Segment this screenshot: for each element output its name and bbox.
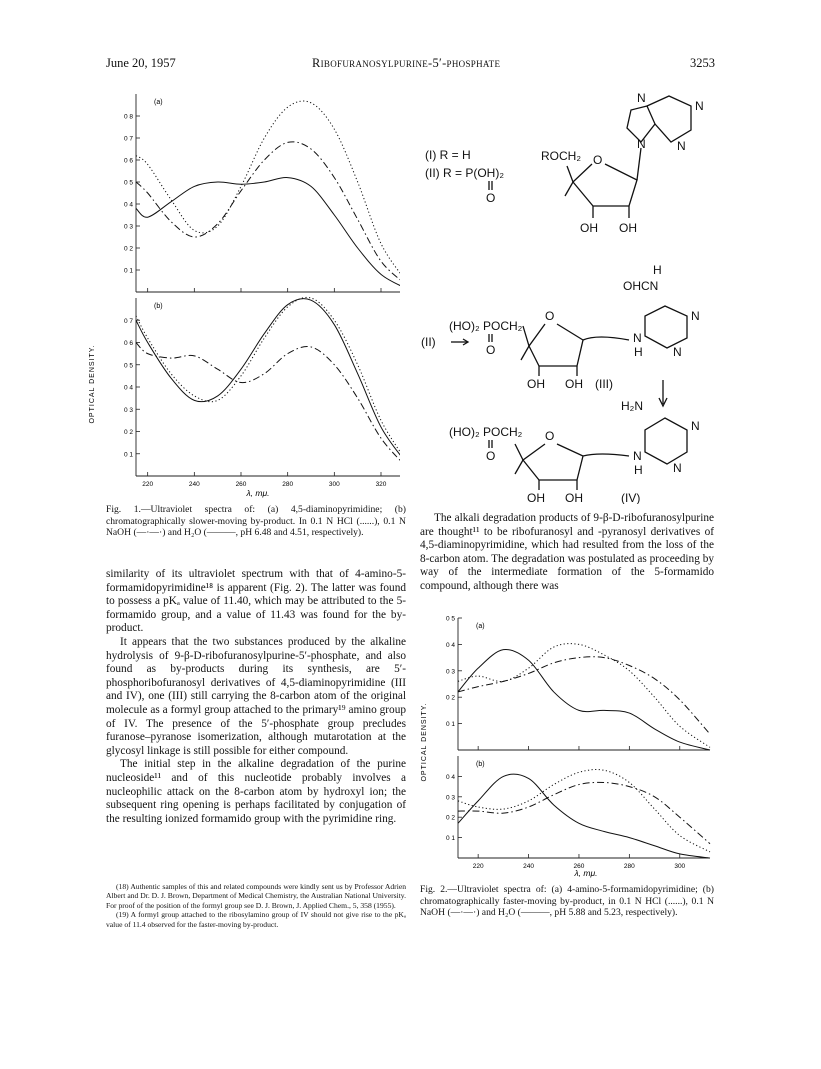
y-tick-label: 0 2 (445, 694, 455, 702)
fig2-caption: Fig. 2.—Ultraviolet spectra of: (a) 4-amino-5-formamidopyrimidine; (b) chromatographically faster-moving by-product, in 0.1 N HCl (......), 0.1 N NaOH (—·—·) and H₂O (———, pH 5.88 and 5.23, respectively). (420, 884, 714, 919)
x-tick-label: 320 (375, 481, 387, 488)
iv-o: O (486, 449, 496, 463)
y-tick-label: 0 3 (445, 668, 455, 676)
series-line-solid (458, 774, 710, 858)
iv-ho2poch2: (HO)₂ POCH₂ (449, 425, 523, 439)
y-tick-label: 0 1 (123, 451, 133, 459)
purine-N7: N (637, 91, 646, 105)
fig2-xlabel: λ, mμ. (574, 868, 598, 878)
left-paragraph-3: The initial step in the alkaline degradation of the purine nucleoside¹¹ and of this nucleotide probably involves a nucleophilic attack on the 8-carbon atom by hydroxyl ion; the subsequent ring opening is perhaps facilitated by conjugation of the resulting ionized formamido group with the pyrimidine ring. (106, 758, 406, 825)
fig1-caption: Fig. 1.—Ultraviolet spectra of: (a) 4,5-diaminopyrimidine; (b) chromatographically slower-moving by-product. In 0.1 N HCl (......), 0.1 N NaOH (—·—·) and H₂O (———, pH 6.48 and 4.51, respectively). (106, 504, 406, 539)
y-tick-label: 0 5 (445, 615, 455, 623)
x-tick-label: 280 (282, 481, 294, 488)
footnotes (106, 882, 406, 929)
ohcn: OHCN (623, 279, 659, 293)
y-tick-label: 0 2 (445, 814, 455, 822)
footnote-19: (19) A formyl group attached to the ribosylamino group of IV should not give rise to the pKₐ value of 11.4 observed for the faster-moving by-product. (106, 910, 406, 929)
iii-oh-1: OH (527, 377, 545, 391)
fig1-panel-b (124, 297, 400, 488)
x-tick-label: 220 (472, 863, 484, 870)
left-paragraph-2: It appears that the two substances produced by the alkaline hydrolysis of 9-β-D-ribofuranosylpurine-5′-phosphate, and also found as by-products during its synthesis, are 5′-phosphoribofuranosyl derivatives of 4,5-diaminopyrimidine (III and IV), one (III) still carrying the 8-carbon atom of the original molecule as a formyl group attached to the primary¹⁹ amino group of IV. The presence of the 5′-phosphate group precludes furanose–pyranose isomerization, although mutarotation at the glycosyl linkage is still possible for either compound. (106, 635, 406, 757)
oh-2prime-1: OH (580, 221, 598, 235)
roch2: ROCH₂ (541, 149, 581, 163)
x-tick-label: 300 (674, 863, 686, 870)
purine-N3: N (677, 139, 686, 153)
iv-oh-1: OH (527, 491, 545, 504)
ring-O-1: O (593, 153, 603, 167)
purine-N9: N (637, 137, 646, 151)
panel-label: (a) (154, 99, 163, 106)
x-tick-label: 220 (142, 481, 154, 488)
fig2-panel-b (446, 756, 710, 870)
structure-IV (449, 399, 700, 504)
y-tick-label: 0 7 (123, 135, 133, 143)
y-tick-label: 0 6 (123, 157, 133, 165)
iii-NH-h: H (634, 345, 643, 359)
y-tick-label: 0 5 (123, 179, 133, 187)
page-number: 3253 (690, 56, 715, 70)
x-tick-label: 260 (573, 863, 585, 870)
y-tick-label: 0 4 (123, 201, 133, 209)
y-tick-label: 0 2 (123, 429, 133, 436)
iii-o: O (486, 343, 496, 357)
right-paragraph: The alkali degradation products of 9-β-D-ribofuranosylpurine are thought¹¹ to be ribofuranosyl and -pyranosyl derivatives of 4,5-diaminopyrimidine, which had resulted from the loss of the 8-carbon atom. The degradation was postulated as proceeding by way of the intermediate formation of the 5-formamido compound, although there was (420, 512, 714, 592)
iii-pyr-N3: N (673, 345, 682, 359)
label-IV: (IV) (621, 491, 641, 504)
y-tick-label: 0 3 (445, 794, 455, 802)
iv-ring-O: O (545, 429, 555, 443)
fig1-panel-a (124, 94, 400, 292)
series-line-dash-dot (136, 343, 400, 465)
label-II-O: O (486, 191, 496, 205)
fig2-panel-a (446, 616, 710, 751)
fig1-xlabel: λ, mμ. (246, 488, 270, 498)
y-tick-label: 0 5 (123, 362, 133, 370)
left-paragraph-1: similarity of its ultraviolet spectrum with that of 4-amino-5-formamidopyrimidine¹⁸ is apparent (Fig. 2). The latter was found to possess a pKₐ value of 11.40, which may be attributed to the 5-formamido group, and a value of 11.43 was found for the by-product. (106, 568, 406, 635)
iii-ring-O: O (545, 309, 555, 323)
label-I: (I) R = H (425, 148, 471, 162)
label-III: (III) (595, 377, 613, 391)
label-II-arrow: (II) (421, 335, 436, 349)
fig2-ylabel: OPTICAL DENSITY. (421, 702, 428, 782)
y-tick-label: 0 3 (123, 406, 133, 414)
series-line-dash-dot (458, 657, 710, 734)
iv-oh-2: OH (565, 491, 583, 504)
structure-III (421, 263, 700, 406)
y-tick-label: 0 4 (445, 641, 455, 649)
y-tick-label: 0 4 (445, 773, 455, 781)
iii-pyr-N1: N (691, 309, 700, 323)
iv-NH-h: H (634, 463, 643, 477)
panel-label: (a) (476, 623, 485, 630)
iv-pyr-N3: N (673, 461, 682, 475)
iii-ho2poch2: (HO)₂ POCH₂ (449, 319, 523, 333)
iv-h2n: H₂N (621, 399, 643, 413)
x-tick-label: 280 (623, 863, 635, 870)
iv-pyr-N1: N (691, 419, 700, 433)
series-line-dots (458, 644, 710, 748)
chemical-structures (415, 84, 735, 504)
y-tick-label: 0 1 (445, 721, 455, 729)
y-tick-label: 0 8 (123, 113, 133, 121)
iv-N: N (633, 449, 642, 463)
oh-3prime-1: OH (619, 221, 637, 235)
x-tick-label: 240 (188, 481, 200, 488)
iii-oh-2: OH (565, 377, 583, 391)
iii-h: H (653, 263, 662, 277)
running-date: June 20, 1957 (106, 56, 176, 70)
series-line-dots (136, 297, 400, 458)
structure-I-II (425, 91, 704, 235)
panel-label: (b) (154, 303, 163, 310)
series-line-dash-dot (136, 142, 400, 283)
y-tick-label: 0 7 (123, 317, 133, 325)
y-tick-label: 0 6 (123, 340, 133, 347)
y-tick-label: 0 4 (123, 384, 133, 392)
fig1-ylabel: OPTICAL DENSITY. (89, 344, 96, 424)
x-tick-label: 240 (523, 863, 534, 870)
series-line-solid (458, 649, 710, 750)
running-title: Ribofuranosylpurine-5′-phosphate (312, 56, 501, 70)
figure-2 (410, 612, 720, 884)
y-tick-label: 0 3 (123, 223, 133, 231)
y-tick-label: 0 1 (123, 267, 133, 275)
series-line-solid (136, 299, 400, 461)
series-line-dash-dot (458, 782, 710, 843)
x-tick-label: 300 (328, 481, 340, 488)
label-II: (II) R = P(OH)₂ (425, 166, 504, 180)
figure-1 (80, 84, 400, 504)
y-tick-label: 0 1 (445, 835, 455, 843)
footnote-18: (18) Authentic samples of this and related compounds were kindly sent us by Professor Adrien Albert and Dr. D. J. Brown, Department of Medical Chemistry, the Australian National University. For proof of the position of the formyl group see D. J. Brown, J. Applied Chem., 5, 358 (1955). (106, 882, 406, 910)
x-tick-label: 260 (235, 481, 247, 488)
left-body (106, 568, 406, 826)
panel-label: (b) (476, 761, 485, 768)
y-tick-label: 0 2 (123, 245, 133, 253)
series-line-solid (136, 178, 400, 288)
iii-N: N (633, 331, 642, 345)
purine-N1: N (695, 99, 704, 113)
